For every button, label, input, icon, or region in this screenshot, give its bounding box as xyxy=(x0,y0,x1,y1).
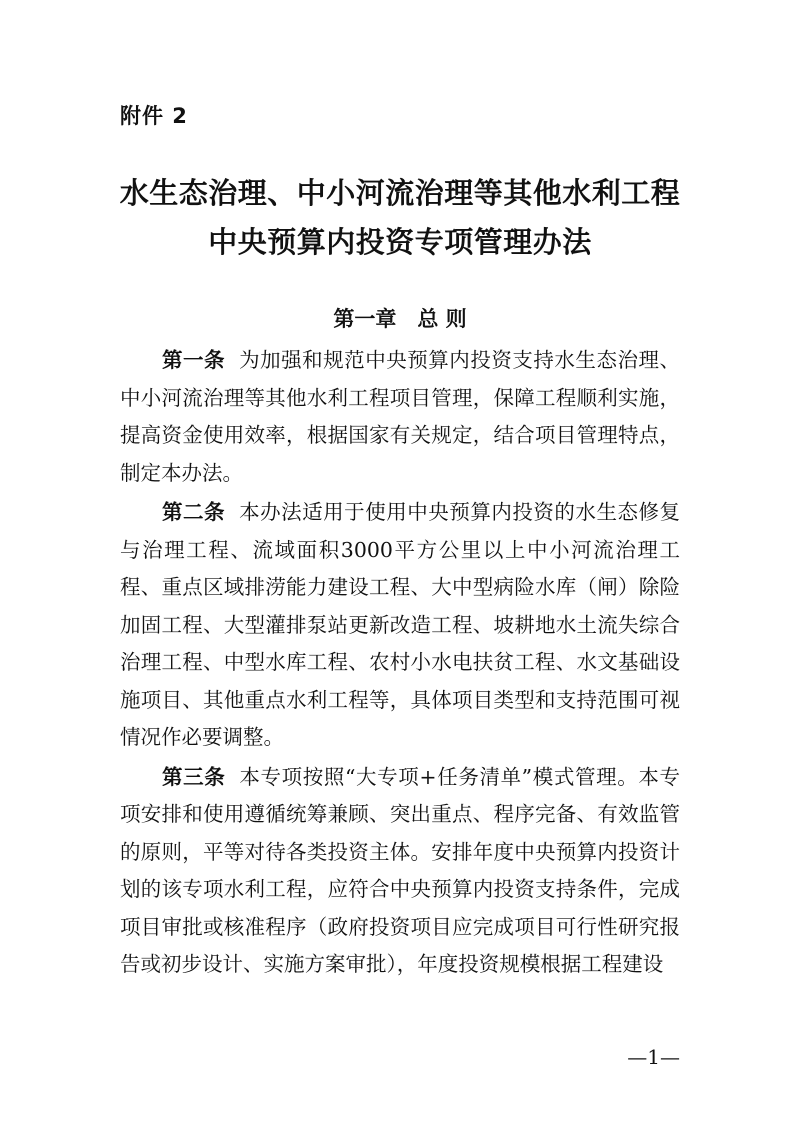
article-2-label: 第二条 xyxy=(162,500,226,524)
article-1-text: 为加强和规范中央预算内投资支持水生态治理、中小河流治理等其他水利工程项目管理，保障工程顺利实施，提高资金使用效率，根据国家有关规定，结合项目管理特点，制定本办法。 xyxy=(120,348,681,485)
article-1 xyxy=(120,342,680,492)
article-3 xyxy=(120,759,680,984)
document-body xyxy=(120,342,680,986)
article-3-label: 第三条 xyxy=(162,764,226,789)
article-3-text: 本专项按照“大专项+任务清单”模式管理。本专项安排和使用遵循统筹兼顾、突出重点、程序完备、有效监管的原则，平等对待各类投资主体。安排年度中央预算内投资计划的该专项水利工程，应符合中央预算内投资支持条件，完成项目审批或核准程序（政府投资项目应完成项目可行性研究报告或初步设计、实施方案审批），年度投资规模根据工程建设 xyxy=(120,764,680,976)
chapter-heading: 第一章 总 则 xyxy=(333,307,467,331)
page-number: —1— xyxy=(627,1045,680,1069)
attachment-label: 附件 2 xyxy=(120,104,188,128)
document-title-line-1: 水生态治理、中小河流治理等其他水利工程 xyxy=(119,176,681,210)
article-1-label: 第一条 xyxy=(162,348,226,372)
article-2-text: 本办法适用于使用中央预算内投资的水生态修复与治理工程、流域面积3000平方公里以上中小河流治理工程、重点区域排涝能力建设工程、大中型病险水库（闸）除险加固工程、大型灌排泵站更新改造工程、坡耕地水土流失综合治理工程、中型水库工程、农村小水电扶贫工程、水文基础设施项目、其他重点水利工程等，具体项目类型和支持范围可视情况作必要调整。 xyxy=(120,500,681,749)
document-title-line-2: 中央预算内投资专项管理办法 xyxy=(208,225,592,259)
article-2 xyxy=(120,494,680,757)
